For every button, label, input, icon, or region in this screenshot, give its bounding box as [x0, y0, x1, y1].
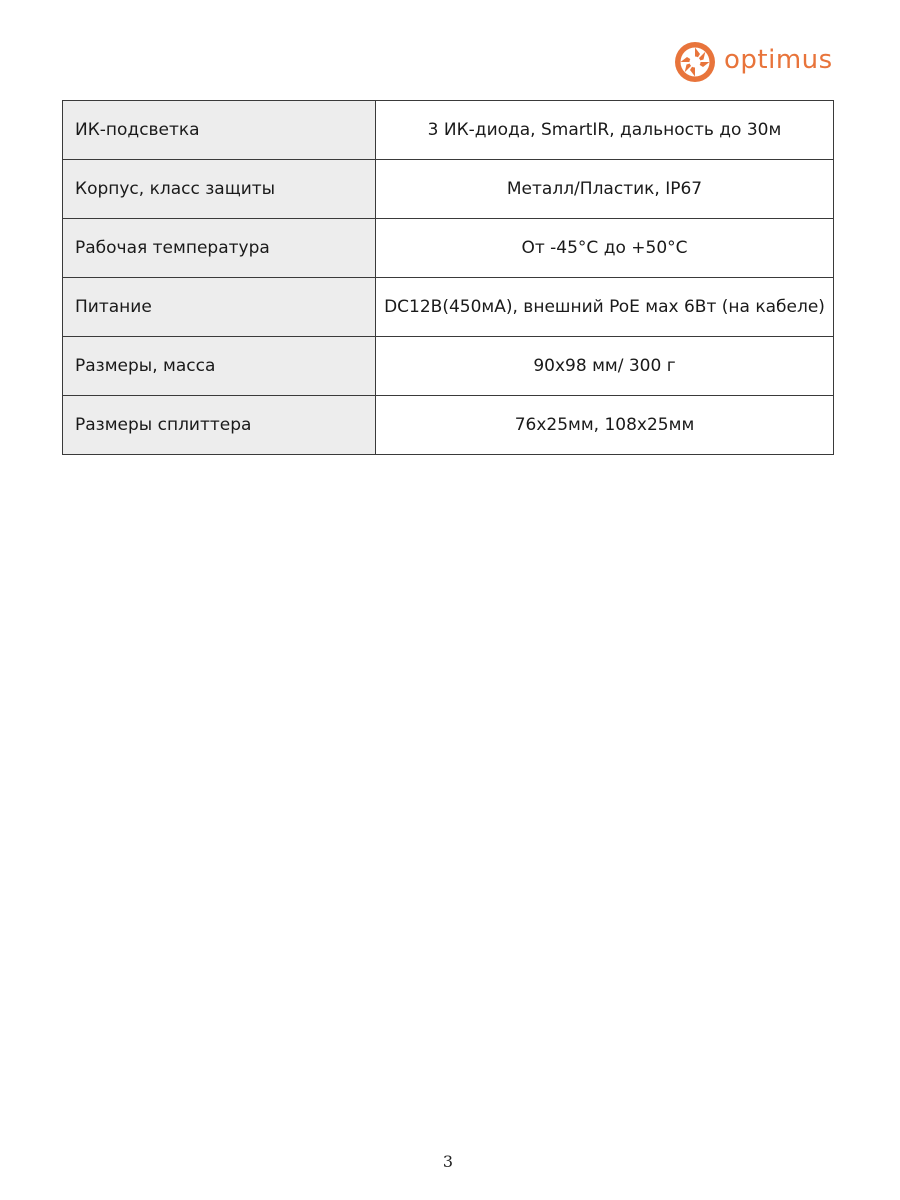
spec-value: DC12В(450мА), внешний PoE мах 6Вт (на кабеле): [376, 278, 834, 337]
spec-value: 76х25мм, 108х25мм: [376, 396, 834, 455]
spec-value: От -45°С до +50°С: [376, 219, 834, 278]
spec-label: Корпус, класс защиты: [63, 160, 376, 219]
table-row: [63, 101, 834, 160]
spec-label: Размеры сплиттера: [63, 396, 376, 455]
specifications-table: [62, 100, 834, 455]
spec-value: 90х98 мм/ 300 г: [376, 337, 834, 396]
page-number: 3: [442, 1152, 454, 1171]
spec-value: Металл/Пластик, IP67: [376, 160, 834, 219]
table-row: [63, 337, 834, 396]
table-row: [63, 219, 834, 278]
spec-label: Питание: [63, 278, 376, 337]
table-row: [63, 396, 834, 455]
spec-label: ИК-подсветка: [63, 101, 376, 160]
spec-label: Размеры, масса: [63, 337, 376, 396]
brand-logo: [673, 40, 833, 84]
optimus-aperture-logo-icon: [673, 40, 717, 84]
brand-name: optimus: [724, 45, 833, 75]
table-row: [63, 160, 834, 219]
spec-label: Рабочая температура: [63, 219, 376, 278]
table-row: [63, 278, 834, 337]
spec-value: 3 ИК-диода, SmartIR, дальность до 30м: [376, 101, 834, 160]
